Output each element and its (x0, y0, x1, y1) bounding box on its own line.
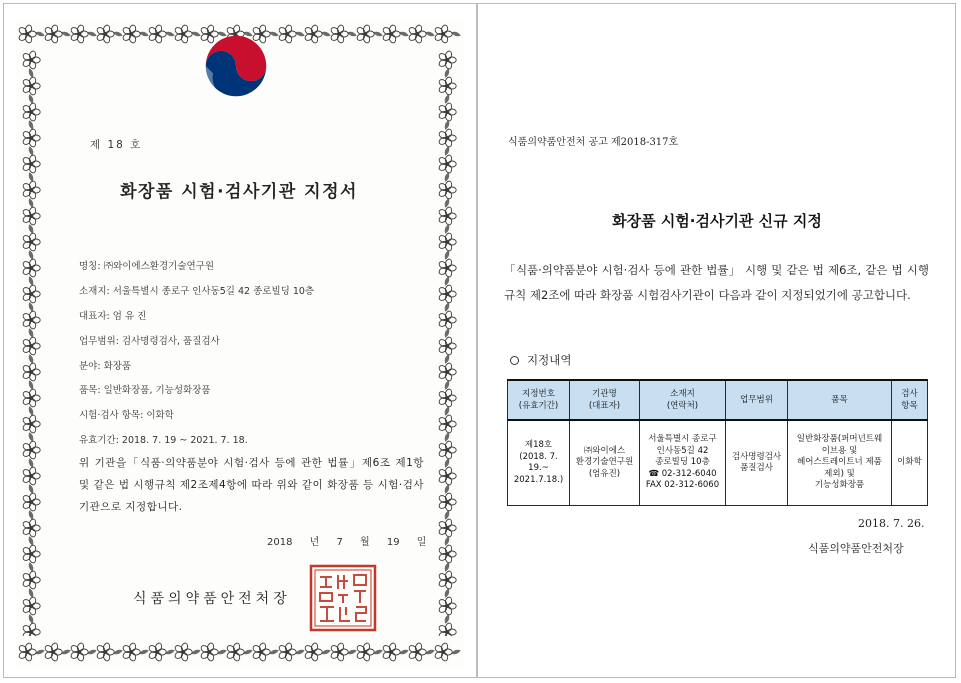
border-flower-icon (96, 642, 114, 661)
border-flower-icon (438, 622, 456, 636)
border-flower-icon (22, 466, 40, 485)
notice-issuer: 식품의약품안전처장 (808, 542, 904, 555)
border-flower-icon (22, 440, 40, 459)
border-leaf-icon (443, 536, 450, 547)
border-leaf-icon (27, 328, 34, 339)
border-leaf-icon (373, 648, 384, 655)
header-test-items: 검사 항목 (892, 380, 928, 420)
decorative-border-left (15, 50, 47, 636)
cell-scope: 검사명령검사 품질검사 (726, 420, 788, 506)
border-flower-icon (22, 362, 40, 381)
notice-title: 화장품 시험·검사기관 신규 지정 (612, 212, 822, 230)
border-flower-icon (438, 102, 456, 121)
border-leaf-icon (269, 648, 280, 655)
notice-header: 식품의약품안전처 공고 제2018-317호 (508, 137, 679, 148)
border-flower-icon (22, 50, 40, 69)
border-leaf-icon (27, 302, 34, 313)
cell-items: 일반화장품(퍼머넌트웨 이브용 및 헤어스트레이트너 제품 제외) 및 기능성화장품 (788, 420, 892, 506)
border-leaf-icon (443, 328, 450, 339)
field-scope: 업무범위: 검사명령검사, 품질검사 (79, 336, 220, 347)
border-flower-icon (22, 622, 40, 636)
border-leaf-icon (443, 94, 450, 105)
border-leaf-icon (27, 120, 34, 131)
border-flower-icon (438, 414, 456, 433)
field-address: 소재지: 서울특별시 종로구 인사동5길 42 종로빌딩 10층 (79, 286, 315, 297)
border-flower-icon (70, 24, 88, 43)
border-flower-icon (148, 642, 166, 661)
border-flower-icon (330, 24, 348, 43)
border-flower-icon (200, 642, 218, 661)
border-leaf-icon (27, 614, 34, 625)
field-items: 품목: 일반화장품, 기능성화장품 (79, 385, 211, 396)
border-leaf-icon (139, 30, 150, 37)
border-flower-icon (438, 284, 456, 303)
border-flower-icon (22, 258, 40, 277)
border-flower-icon (434, 24, 452, 43)
decorative-border-bottom (15, 636, 463, 668)
border-flower-icon (22, 414, 40, 433)
border-leaf-icon (27, 510, 34, 521)
border-flower-icon (438, 232, 456, 251)
border-flower-icon (438, 440, 456, 459)
border-flower-icon (408, 642, 426, 661)
header-institution-name: 기관명 (대표자) (570, 380, 640, 420)
notice-body: 「식품·의약품분야 시험·검사 등에 관한 법률」 시행 및 같은 법 제6조, 같은 법 시행 규칙 제2조에 따라 화장품 시험검사기관이 다음과 같이 지정되었기에 공고합니다. (504, 263, 929, 302)
certificate-title: 화장품 시험·검사기관 지정서 (120, 182, 358, 202)
border-flower-icon (22, 128, 40, 147)
border-flower-icon (22, 154, 40, 173)
border-flower-icon (438, 518, 456, 537)
border-leaf-icon (443, 224, 450, 235)
border-flower-icon (174, 642, 192, 661)
border-leaf-icon (27, 94, 34, 105)
border-leaf-icon (425, 648, 436, 655)
taegeuk-emblem-icon (200, 30, 272, 102)
border-leaf-icon (443, 68, 450, 79)
border-leaf-icon (27, 588, 34, 599)
panel-divider (476, 3, 478, 678)
border-leaf-icon (443, 354, 450, 365)
field-validity: 유효기간: 2018. 7. 19 ~ 2021. 7. 18. (79, 435, 248, 446)
certificate-issuer: 식품의약품안전처장 (133, 591, 291, 607)
border-leaf-icon (27, 250, 34, 261)
border-flower-icon (438, 596, 456, 615)
border-flower-icon (226, 642, 244, 661)
border-leaf-icon (139, 648, 150, 655)
cell-location: 서울특별시 종로구 인사동5길 42 종로빌딩 10층 ☎ 02-312-6040 FAX 02-312-6060 (640, 420, 726, 506)
border-flower-icon (438, 466, 456, 485)
border-flower-icon (356, 642, 374, 661)
designation-table (507, 379, 928, 506)
certificate-body: 위 기관을「식품·의약품분야 시험·검사 등에 관한 법률」제6조 제1항 및 같은 법 시행규칙 제2조제4항에 따라 위와 같이 화장품 등 시험·검사기관으로 지정합니다. (79, 457, 424, 513)
border-flower-icon (278, 642, 296, 661)
header-location: 소재지 (연락처) (640, 380, 726, 420)
border-flower-icon (252, 642, 270, 661)
border-flower-icon (438, 310, 456, 329)
border-flower-icon (22, 518, 40, 537)
border-flower-icon (330, 642, 348, 661)
border-leaf-icon (295, 30, 306, 37)
border-leaf-icon (113, 648, 124, 655)
border-flower-icon (278, 24, 296, 43)
border-flower-icon (70, 642, 88, 661)
border-flower-icon (438, 50, 456, 69)
border-flower-icon (22, 102, 40, 121)
border-flower-icon (148, 24, 166, 43)
border-leaf-icon (243, 648, 254, 655)
border-leaf-icon (87, 30, 98, 37)
border-leaf-icon (165, 30, 176, 37)
border-flower-icon (438, 206, 456, 225)
border-leaf-icon (35, 648, 46, 655)
border-leaf-icon (113, 30, 124, 37)
border-flower-icon (22, 206, 40, 225)
border-flower-icon (22, 492, 40, 511)
border-leaf-icon (443, 614, 450, 625)
border-leaf-icon (321, 30, 332, 37)
border-leaf-icon (443, 588, 450, 599)
border-leaf-icon (399, 30, 410, 37)
border-flower-icon (22, 336, 40, 355)
border-leaf-icon (27, 458, 34, 469)
border-leaf-icon (27, 224, 34, 235)
border-leaf-icon (27, 484, 34, 495)
section-label-text: 지정내역 (527, 353, 572, 367)
border-flower-icon (438, 154, 456, 173)
border-flower-icon (22, 284, 40, 303)
border-leaf-icon (27, 380, 34, 391)
border-leaf-icon (191, 648, 202, 655)
border-leaf-icon (347, 648, 358, 655)
border-flower-icon (22, 76, 40, 95)
border-flower-icon (44, 642, 62, 661)
notice-date: 2018. 7. 26. (858, 517, 925, 530)
border-leaf-icon (165, 648, 176, 655)
border-leaf-icon (443, 120, 450, 131)
border-flower-icon (174, 24, 192, 43)
border-flower-icon (382, 642, 400, 661)
border-leaf-icon (217, 648, 228, 655)
bullet-circle-icon (510, 356, 519, 365)
border-flower-icon (438, 570, 456, 589)
border-flower-icon (304, 24, 322, 43)
border-flower-icon (18, 24, 36, 43)
field-representative: 대표자: 엄 유 진 (79, 311, 147, 322)
border-flower-icon (18, 642, 36, 661)
border-leaf-icon (443, 146, 450, 157)
header-scope: 업무범위 (726, 380, 788, 420)
border-leaf-icon (321, 648, 332, 655)
border-leaf-icon (27, 562, 34, 573)
border-flower-icon (22, 310, 40, 329)
certificate (15, 18, 463, 668)
border-flower-icon (438, 544, 456, 563)
border-leaf-icon (27, 276, 34, 287)
cell-test-items: 이화학 (892, 420, 928, 506)
border-flower-icon (44, 24, 62, 43)
certificate-date: 2018 년 7 월 19 일 (267, 537, 427, 548)
border-leaf-icon (27, 68, 34, 79)
border-flower-icon (434, 642, 452, 661)
border-leaf-icon (27, 536, 34, 547)
border-leaf-icon (443, 458, 450, 469)
field-category: 분야: 화장품 (79, 361, 132, 372)
border-flower-icon (304, 642, 322, 661)
border-flower-icon (438, 258, 456, 277)
border-leaf-icon (373, 30, 384, 37)
border-leaf-icon (443, 302, 450, 313)
border-flower-icon (382, 24, 400, 43)
border-leaf-icon (87, 648, 98, 655)
border-flower-icon (438, 492, 456, 511)
border-leaf-icon (27, 146, 34, 157)
border-leaf-icon (27, 354, 34, 365)
border-flower-icon (438, 362, 456, 381)
decorative-border-right (431, 50, 463, 636)
border-flower-icon (22, 232, 40, 251)
border-flower-icon (22, 388, 40, 407)
header-items: 품목 (788, 380, 892, 420)
border-leaf-icon (451, 30, 462, 37)
table-row (508, 420, 928, 506)
cell-institution-name: ㈜와이에스 환경기술연구원 (엄유진) (570, 420, 640, 506)
border-flower-icon (438, 388, 456, 407)
border-leaf-icon (443, 562, 450, 573)
border-leaf-icon (61, 648, 72, 655)
border-leaf-icon (27, 406, 34, 417)
table-header-row (508, 380, 928, 420)
border-flower-icon (22, 570, 40, 589)
border-flower-icon (96, 24, 114, 43)
border-leaf-icon (443, 484, 450, 495)
border-flower-icon (438, 128, 456, 147)
section-label (510, 352, 571, 368)
border-flower-icon (408, 24, 426, 43)
border-leaf-icon (399, 648, 410, 655)
border-flower-icon (356, 24, 374, 43)
border-flower-icon (22, 544, 40, 563)
border-flower-icon (438, 76, 456, 95)
border-flower-icon (122, 642, 140, 661)
border-leaf-icon (35, 30, 46, 37)
official-seal-stamp (308, 563, 378, 633)
header-designation-number: 지정번호 (유효기간) (508, 380, 570, 420)
certificate-number: 제 18 호 (90, 139, 143, 151)
border-leaf-icon (443, 380, 450, 391)
border-flower-icon (438, 336, 456, 355)
cell-designation-number: 제18호 (2018. 7. 19.~ 2021.7.18.) (508, 420, 570, 506)
border-flower-icon (22, 596, 40, 615)
border-flower-icon (122, 24, 140, 43)
border-leaf-icon (443, 510, 450, 521)
border-leaf-icon (27, 432, 34, 443)
border-leaf-icon (425, 30, 436, 37)
border-leaf-icon (443, 276, 450, 287)
border-leaf-icon (443, 432, 450, 443)
field-test-items: 시험·검사 항목: 이화학 (79, 410, 174, 421)
field-name: 명칭: ㈜와이에스환경기술연구원 (79, 261, 215, 272)
border-leaf-icon (443, 250, 450, 261)
border-leaf-icon (347, 30, 358, 37)
border-leaf-icon (443, 406, 450, 417)
border-leaf-icon (451, 648, 462, 655)
border-leaf-icon (61, 30, 72, 37)
border-leaf-icon (295, 648, 306, 655)
